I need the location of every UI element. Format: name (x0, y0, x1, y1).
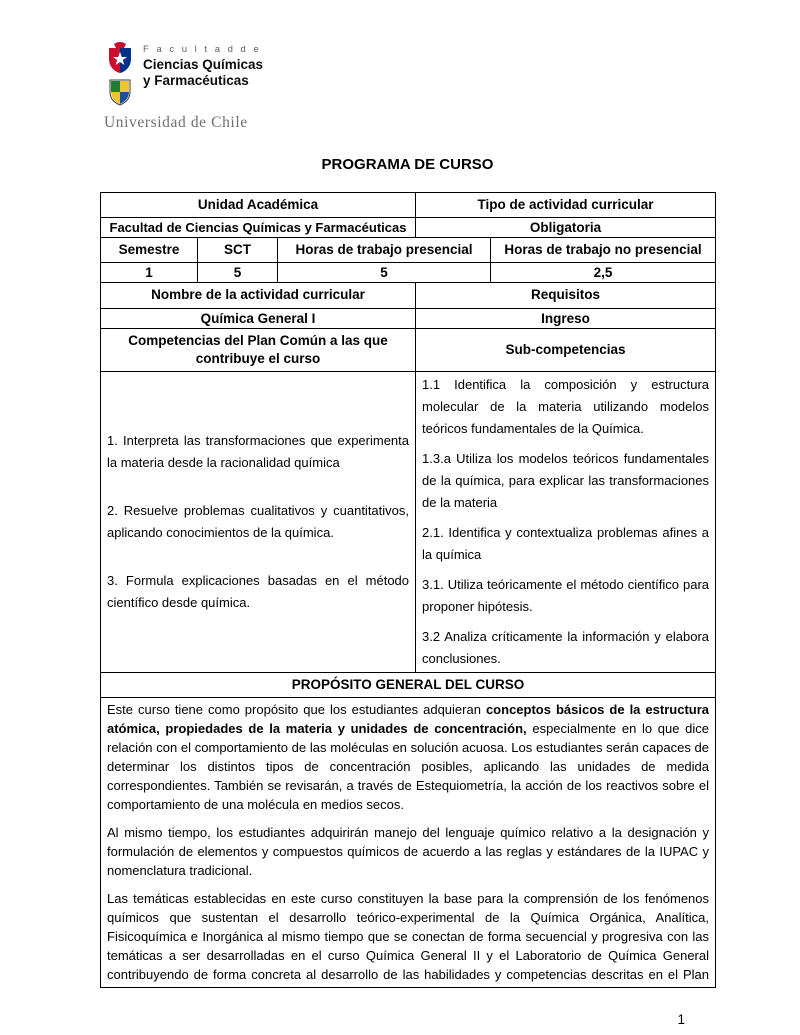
proposito-p1-text-pre: Este curso tiene como propósito que los estudiantes adquieran (107, 702, 486, 718)
proposito-p1-text-post: especialmente en lo que dice relación con el comportamiento de las moléculas en solución acuosa. Los estudiantes serán capaces de determinar los distintos tipos de concentración posibles, aplicando las unidades de medida correspondientes. También se revisarán, a través de Estequiometría, la acción de los reactivos sobre el comportamiento de una molécula en medios secos. (107, 721, 710, 813)
subcompetencia-item: 1.1 Identifica la composición y estructura molecular de la materia utilizando modelos teóricos fundamentales de la Química. (422, 377, 710, 437)
table-row (101, 308, 716, 328)
table-row (101, 218, 716, 238)
proposito-cell (101, 698, 716, 988)
subcompetencia-item: 1.3.a Utiliza los modelos teóricos fundamentales de la química, para explicar las transformaciones de la materia (422, 451, 710, 511)
table-row (101, 283, 716, 308)
tipo-actividad-header-cell: Tipo de actividad curricular (416, 193, 716, 218)
logo-emblems (104, 40, 136, 111)
subcompetencia-item: 3.1. Utiliza teóricamente el método científico para proponer hipótesis. (422, 577, 710, 615)
table-row (101, 238, 716, 263)
university-logo (104, 0, 715, 111)
requisitos-header-cell: Requisitos (416, 283, 716, 308)
table-row (101, 263, 716, 283)
proposito-paragraph-3: Las temáticas establecidas en este curso constituyen la base para la comprensión de los fenómenos químicos que sustentan el desarrollo teórico-experimental de la Química Orgánica, Analítica, Fisicoquímica e Inorgánica al mismo tiempo que se conectan de forma secuencial y progresiva con las temáticas a ser desarrolladas en el curso Química General II y el Laboratorio de Química General contribuyendo de forma concreta al desarrollo de las habilidades y competencias descritas en el Plan (107, 891, 710, 983)
subcompetencias-header-cell: Sub-competencias (416, 328, 716, 371)
horas-presencial-header-cell: Horas de trabajo presencial (278, 238, 491, 263)
competencia-item: 2. Resuelve problemas cualitativos y cuantitativos, aplicando conocimientos de la química. (107, 503, 410, 541)
unidad-academica-value-cell: Facultad de Ciencias Químicas y Farmacéuticas (101, 218, 416, 238)
subcompetencia-item: 2.1. Identifica y contextualiza problemas afines a la química (422, 525, 710, 563)
table-row (101, 193, 716, 218)
logo-ciencias-line: Ciencias Químicas (143, 57, 264, 72)
table-row (101, 372, 716, 673)
page-title: PROGRAMA DE CURSO (321, 156, 494, 173)
logo-text-block (143, 40, 263, 89)
nombre-actividad-header-cell: Nombre de la actividad curricular (101, 283, 416, 308)
nombre-actividad-value-cell: Química General I (101, 308, 416, 328)
table-row (101, 698, 716, 988)
horas-presencial-value-cell: 5 (278, 263, 491, 283)
proposito-header-cell: PROPÓSITO GENERAL DEL CURSO (101, 673, 716, 698)
sct-value-cell: 5 (198, 263, 278, 283)
proposito-paragraph-1 (107, 700, 709, 814)
course-program-table (100, 192, 716, 988)
horas-no-presencial-value-cell: 2,5 (491, 263, 716, 283)
logo-facultad-line: F a c u l t a d d e (143, 44, 262, 55)
university-crest-icon (105, 40, 135, 79)
competencia-item: 1. Interpreta las transformaciones que experimenta la materia desde la racionalidad química (107, 433, 410, 471)
table-row (101, 673, 716, 698)
competencias-cell (101, 372, 416, 673)
competencia-item: 3. Formula explicaciones basadas en el método científico desde química. (107, 573, 410, 611)
horas-no-presencial-header-cell: Horas de trabajo no presencial (491, 238, 716, 263)
semestre-header-cell: Semestre (101, 238, 198, 263)
proposito-p1-bold-text: conceptos básicos de la estructura atómica, propiedades de la materia y unidades de concentración, (107, 702, 709, 737)
requisitos-value-cell: Ingreso (416, 308, 716, 328)
sct-header-cell: SCT (198, 238, 278, 263)
unidad-academica-header-cell: Unidad Académica (101, 193, 416, 218)
proposito-paragraph-2: Al mismo tiempo, los estudiantes adquirirán manejo del lenguaje químico relativo a la designación y formulación de elementos y compuestos químicos de acuerdo a las reglas y estándares de la IUPAC y nomenclatura tradicional. (107, 825, 710, 879)
table-row (101, 328, 716, 371)
faculty-shield-icon (108, 79, 132, 111)
competencias-header-cell: Competencias del Plan Común a las que contribuye el curso (101, 328, 416, 371)
semestre-value-cell: 1 (101, 263, 198, 283)
logo-farmaceuticas-line: y Farmacéuticas (143, 73, 249, 89)
subcompetencias-cell (416, 372, 716, 673)
page-content (100, 0, 715, 988)
page-number: 1 (677, 1012, 685, 1028)
logo-universidad-line: Universidad de Chile (104, 114, 248, 131)
subcompetencia-item: 3.2 Analiza críticamente la información y elabora conclusiones. (422, 629, 710, 667)
tipo-actividad-value-cell: Obligatoria (416, 218, 716, 238)
